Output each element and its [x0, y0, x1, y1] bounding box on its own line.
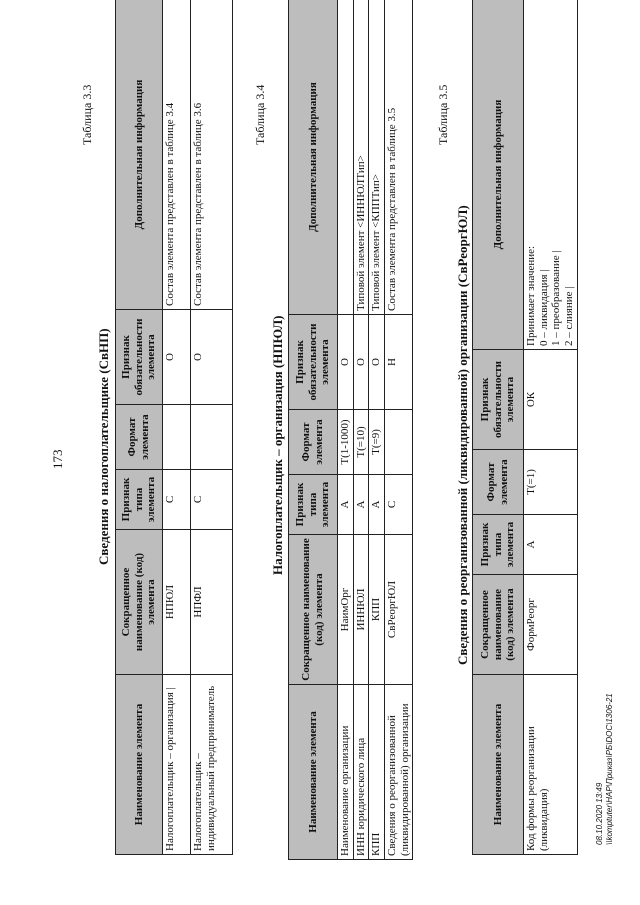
col-header: Признак типа элемента: [473, 515, 524, 575]
table-row: [191, 0, 233, 855]
table-row: [163, 0, 191, 855]
table-3-3-label: Таблица 3.3: [80, 84, 94, 145]
table-3-5-title: Сведения о реорганизованной (ликвидированной) организации (СвРеоргЮЛ): [455, 205, 470, 665]
cell: Типовой элемент <ИННЮЛТип>: [353, 0, 369, 315]
cell: А: [524, 515, 578, 575]
footer-path: \\komptuter\НАР\Приказ\РБ\DOC\1306-21: [605, 693, 614, 845]
table-3-4-header: [289, 0, 338, 860]
table-row: [384, 0, 412, 860]
cell: Сведения о реорганизованной (ликвидированной) организации: [384, 685, 412, 860]
table-3-5-label: Таблица 3.5: [436, 84, 450, 145]
cell: А: [369, 475, 385, 535]
table-3-3-header: [116, 0, 163, 855]
col-header: Признак типа элемента: [116, 470, 163, 530]
table-row: [369, 0, 385, 860]
col-header: Дополнительная информация: [289, 0, 338, 315]
cell: [191, 405, 233, 470]
table-3-4-label: Таблица 3.4: [253, 84, 267, 145]
cell: T(=10): [353, 410, 369, 475]
table-3-3: [115, 0, 233, 855]
cell: T(1-1000): [338, 410, 354, 475]
page-number: 173: [50, 449, 65, 469]
cell: О: [163, 310, 191, 405]
cell: С: [384, 475, 412, 535]
cell: Принимает значение: 0 – ликвидация | 1 – преобразование | 2 – слияние |: [524, 0, 578, 350]
table-3-5: [472, 0, 578, 855]
table-3-4: [288, 0, 413, 860]
cell: Наименование организации: [338, 685, 354, 860]
cell: О: [369, 315, 385, 410]
col-header: Наименование элемента: [116, 675, 163, 855]
cell: ОК: [524, 350, 578, 450]
footer: [595, 693, 615, 845]
col-header: Признак типа элемента: [289, 475, 338, 535]
col-header: Формат элемента: [289, 410, 338, 475]
cell: А: [353, 475, 369, 535]
cell: ИННЮЛ: [353, 535, 369, 685]
cell: [384, 410, 412, 475]
cell: Состав элемента представлен в таблице 3.6: [191, 0, 233, 310]
cell: О: [191, 310, 233, 405]
cell: О: [338, 315, 354, 410]
col-header: Формат элемента: [473, 450, 524, 515]
col-header: Наименование элемента: [289, 685, 338, 860]
col-header: Дополнительная информация: [473, 0, 524, 350]
table-row: [353, 0, 369, 860]
col-header: Наименование элемента: [473, 675, 524, 855]
table-3-4-title: Налогоплательщик – организация (НПЮЛ): [270, 315, 285, 575]
col-header: Сокращенное наименование (код) элемента: [116, 530, 163, 675]
footer-timestamp: 08.10.2020 13:49: [595, 782, 604, 845]
col-header: Сокращенное наименование (код) элемента: [473, 575, 524, 675]
col-header: Сокращенное наименование (код) элемента: [289, 535, 338, 685]
cell: О: [353, 315, 369, 410]
cell: T(=9): [369, 410, 385, 475]
cell: T(=1): [524, 450, 578, 515]
table-row: [338, 0, 354, 860]
col-header: Признак обязательности элемента: [116, 310, 163, 405]
cell: Налогоплательщик – организация |: [163, 675, 191, 855]
cell: С: [163, 470, 191, 530]
cell: Налогоплательщик – индивидуальный предприниматель: [191, 675, 233, 855]
cell: Типовой элемент <КППТип>: [369, 0, 385, 315]
table-3-5-header: [473, 0, 524, 855]
cell: КПП: [369, 535, 385, 685]
cell: [338, 0, 354, 315]
cell: СвРеоргЮЛ: [384, 535, 412, 685]
col-header: Формат элемента: [116, 405, 163, 470]
col-header: Дополнительная информация: [116, 0, 163, 310]
table-3-3-title: Сведения о налогоплательщике (СвНП): [96, 328, 111, 565]
col-header: Признак обязательности элемента: [473, 350, 524, 450]
cell: ФормРеорг: [524, 575, 578, 675]
cell: НПЮЛ: [163, 530, 191, 675]
cell: Состав элемента представлен в таблице 3.4: [163, 0, 191, 310]
cell: С: [191, 470, 233, 530]
cell: ИНН юридического лица: [353, 685, 369, 860]
cell: Состав элемента представлен в таблице 3.5: [384, 0, 412, 315]
cell: [163, 405, 191, 470]
cell: Н: [384, 315, 412, 410]
cell: КПП: [369, 685, 385, 860]
cell: НаимОрг: [338, 535, 354, 685]
col-header: Признак обязательности элемента: [289, 315, 338, 410]
cell: А: [338, 475, 354, 535]
table-row: [524, 0, 578, 855]
cell: НПФЛ: [191, 530, 233, 675]
cell: Код формы реорганизации (ликвидация): [524, 675, 578, 855]
